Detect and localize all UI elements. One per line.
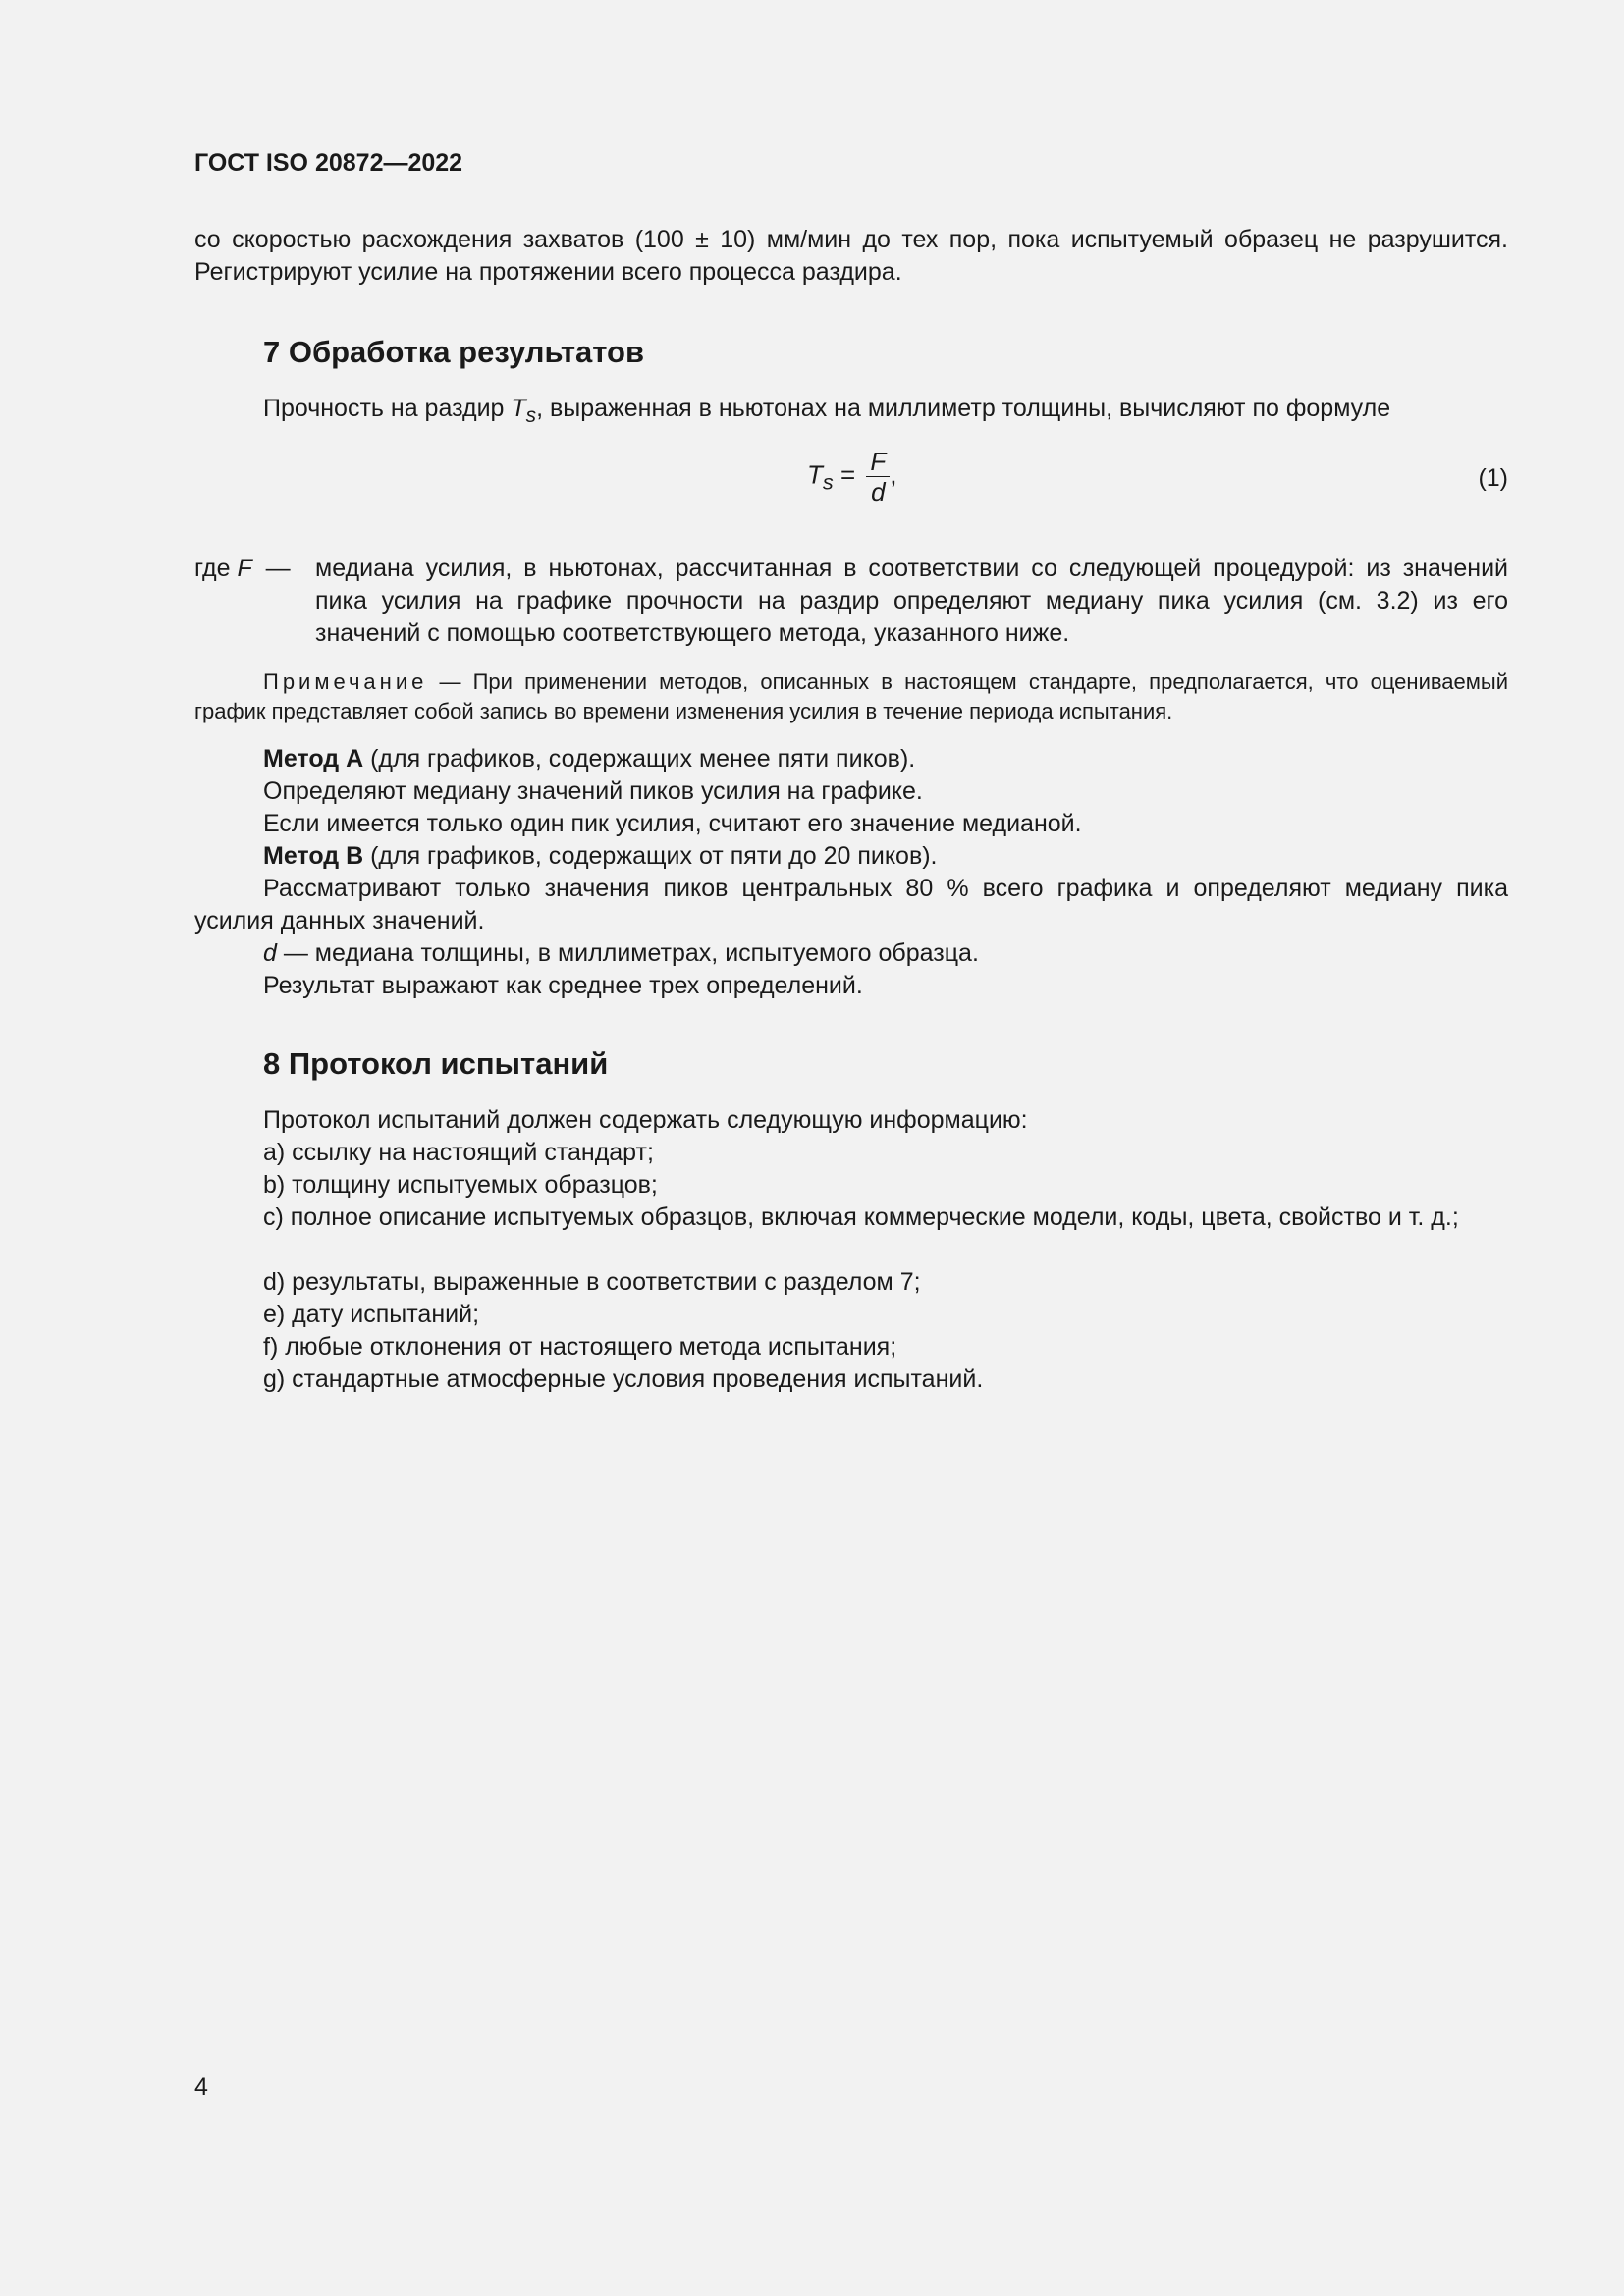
method-b-line-1: Рассматривают только значения пиков центральных 80 % всего графика и определяют медиану пика усилия данных значений. bbox=[194, 875, 1508, 934]
ts-subscript: s bbox=[525, 404, 537, 427]
list-item-b: b) толщину испытуемых образцов; bbox=[263, 1171, 658, 1199]
method-a-title: Метод А bbox=[263, 745, 364, 773]
section-7-heading: 7 Обработка результатов bbox=[263, 335, 645, 369]
method-a-line-2: Если имеется только один пик усилия, считают его значение медианой. bbox=[263, 810, 1082, 837]
document-header: ГОСТ ISO 20872—2022 bbox=[194, 149, 463, 177]
section-8-heading: 8 Протокол испытаний bbox=[263, 1046, 609, 1081]
note-label: Примечание bbox=[263, 669, 428, 694]
result-line: Результат выражают как среднее трех определений. bbox=[263, 972, 863, 999]
ts-variable: T bbox=[511, 395, 526, 422]
method-b-title-line bbox=[194, 840, 1577, 873]
formula-equals: = bbox=[833, 459, 863, 490]
formula-numerator: F bbox=[866, 447, 890, 477]
note-paragraph bbox=[194, 667, 1508, 726]
section-7-para-before: Прочность на раздир bbox=[263, 395, 512, 422]
d-text: — медиана толщины, в миллиметрах, испытуемого образца. bbox=[276, 939, 979, 967]
where-text: медиана усилия, в ньютонах, рассчитанная в соответствии со следующей процедурой: из значений пика усилия на графике прочности на раздир определяют медиану пика усилия (см. 3.2) из его значений с помощью соответствующего метода, указанного ниже. bbox=[315, 555, 1508, 647]
page-number: 4 bbox=[194, 2073, 208, 2101]
method-b-text: (для графиков, содержащих от пяти до 20 пиков). bbox=[363, 842, 938, 870]
formula-expression bbox=[807, 447, 896, 507]
intro-paragraph: со скоростью расхождения захватов (100 ± 10) мм/мин до тех пор, пока испытуемый образец не разрушится. Регистрируют усилие на протяжении всего процесса раздира. bbox=[194, 226, 1508, 286]
where-prefix: где bbox=[194, 555, 238, 582]
section-7-para-after: , выраженная в ньютонах на миллиметр толщины, вычисляют по формуле bbox=[536, 395, 1391, 422]
list-item-e: e) дату испытаний; bbox=[263, 1301, 480, 1328]
method-b-title: Метод В bbox=[263, 842, 364, 870]
section-8-intro: Протокол испытаний должен содержать следующую информацию: bbox=[263, 1106, 1028, 1134]
formula-trail: , bbox=[890, 459, 897, 490]
formula-lhs: T bbox=[807, 459, 823, 490]
formula-denominator: d bbox=[871, 477, 886, 507]
where-dash: — bbox=[251, 555, 291, 582]
method-a-line-1: Определяют медиану значений пиков усилия на графике. bbox=[263, 777, 923, 805]
formula-1 bbox=[194, 447, 1508, 515]
method-a-title-line bbox=[194, 743, 1577, 775]
list-item-d: d) результаты, выраженные в соответствии с разделом 7; bbox=[263, 1268, 921, 1296]
list-item-a: a) ссылку на настоящий стандарт; bbox=[263, 1139, 654, 1166]
note-text: — При применении методов, описанных в настоящем стандарте, предполагается, что оцениваемый график представляет собой запись во времени изменения усилия в течение периода испытания. bbox=[194, 669, 1508, 723]
where-clause bbox=[194, 553, 1508, 650]
where-label bbox=[194, 553, 291, 585]
list-item-c: c) полное описание испытуемых образцов, включая коммерческие модели, коды, цвета, свойство и т. д.; bbox=[263, 1203, 1459, 1231]
formula-lhs-sub: s bbox=[822, 469, 834, 495]
formula-number: (1) bbox=[1478, 464, 1508, 492]
d-variable: d bbox=[263, 939, 277, 967]
section-7-paragraph bbox=[194, 393, 1508, 432]
list-item-g: g) стандартные атмосферные условия проведения испытаний. bbox=[263, 1365, 984, 1393]
list-item-f: f) любые отклонения от настоящего метода испытания; bbox=[263, 1333, 897, 1361]
formula-fraction bbox=[866, 447, 890, 507]
d-definition-line bbox=[194, 937, 1577, 970]
method-a-text: (для графиков, содержащих менее пяти пиков). bbox=[363, 745, 916, 773]
where-var-f: F bbox=[237, 555, 252, 582]
